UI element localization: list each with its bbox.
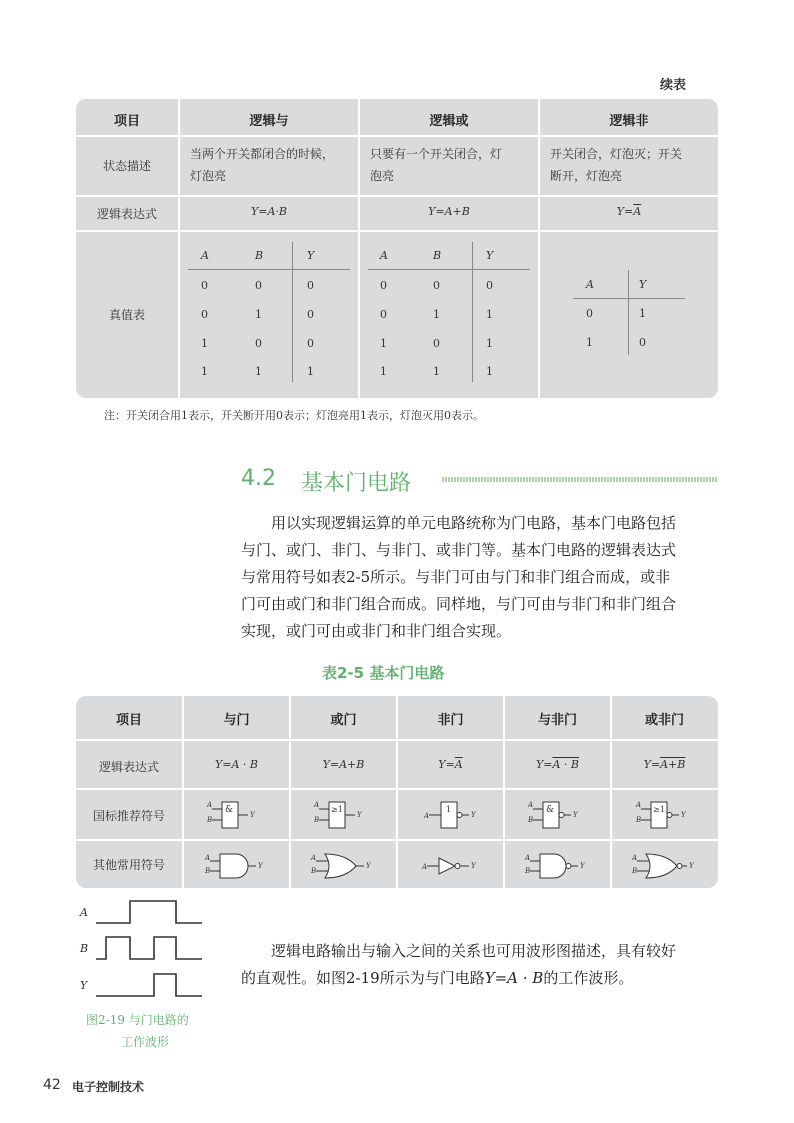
table2-caption: 表2-5 基本门电路 — [322, 664, 445, 682]
svg-text:B: B — [632, 867, 638, 875]
gates-table — [76, 696, 718, 888]
svg-text:B: B — [207, 816, 213, 824]
table2-header-item: 项目 — [115, 713, 142, 728]
section-rule — [442, 477, 718, 482]
expression-or: Y=A+B — [428, 205, 470, 218]
table-note: 注：开关闭合用1表示，开关断开用0表示；灯泡亮用1表示，灯泡灭用0表示。 — [104, 409, 484, 422]
svg-text:A: A — [632, 854, 638, 862]
table1-header-not: 逻辑非 — [609, 114, 649, 129]
signal-label-y: Y — [80, 979, 88, 992]
svg-text:&: & — [546, 805, 555, 815]
svg-text:B: B — [311, 867, 317, 875]
expression-not-gate: $Y=\overline{A}$ — [438, 758, 463, 771]
iec-or-gate-symbol — [311, 798, 381, 832]
expression-nor-gate: Y=A+B — [643, 758, 686, 771]
grid-line — [76, 839, 718, 841]
grid-line — [76, 739, 718, 741]
other-and-gate-symbol — [202, 849, 276, 883]
grid-line — [538, 99, 540, 398]
svg-text:Y: Y — [689, 862, 694, 870]
expression-and: Y=A·B — [250, 205, 287, 218]
paragraph-gates: 用以实现逻辑运算的单元电路统称为门电路，基本门电路包括 与门、或门、非门、与非门、或非门等。基本门电路的逻辑表达式 与常用符号如表2-5所示。与非门可由与门和非门组合而成，或非 门可由或门和非门组合而成。同样地，与门可由与非门和非门组合 实现，或门可由或非门和非门组合实现。 — [241, 514, 677, 640]
grid-line — [358, 99, 360, 398]
svg-text:≥1: ≥1 — [653, 805, 665, 814]
svg-text:Y: Y — [681, 811, 686, 819]
table2-header-and: 与门 — [223, 713, 250, 728]
grid-line — [76, 135, 718, 137]
expression-or-gate: Y=A+B — [322, 758, 365, 771]
and-gate-waveform — [78, 896, 208, 1002]
table1-header-item: 项目 — [113, 114, 140, 129]
expression-nand-gate: Y=A · B — [535, 758, 579, 771]
svg-text:B: B — [314, 816, 320, 824]
svg-text:Y: Y — [471, 862, 476, 870]
row-label-other-symbol: 其他常用符号 — [92, 858, 165, 872]
svg-text:&: & — [225, 805, 234, 815]
table2-header-not: 非门 — [437, 713, 464, 728]
grid-line — [76, 195, 718, 197]
svg-text:Y: Y — [580, 862, 585, 870]
row-label-iec-symbol: 国标推荐符号 — [92, 809, 165, 823]
iec-not-gate-symbol — [421, 798, 491, 832]
row-label-truth-table: 真值表 — [108, 308, 145, 322]
svg-text:B: B — [205, 867, 211, 875]
svg-text:B: B — [636, 816, 642, 824]
row-label-state: 状态描述 — [102, 159, 151, 173]
svg-text:A: A — [424, 812, 430, 820]
table2-header-or: 或门 — [330, 713, 357, 728]
svg-text:Y: Y — [357, 811, 362, 819]
grid-line — [178, 99, 180, 398]
state-desc-not: 开关闭合，灯泡灭；开关 断开，灯泡亮 — [550, 147, 683, 183]
grid-line — [76, 788, 718, 790]
expression-not: $Y=\overline{A}$ — [616, 205, 642, 218]
svg-text:Y: Y — [250, 811, 255, 819]
svg-text:Y: Y — [471, 811, 476, 819]
waveform-b — [96, 937, 202, 959]
svg-text:Y: Y — [366, 862, 371, 870]
svg-text:B: B — [528, 816, 534, 824]
svg-text:A: A — [314, 801, 320, 809]
logic-table: 项目 逻辑与 逻辑或 逻辑非 状态描述 逻辑表达式 真值表 当两个开关都闭合的时候， 灯泡亮 只要有一个开关闭合，灯 泡亮 开关闭合，灯泡灭；开关 断开，灯泡亮 Y=A·B Y=A+B $Y=\overline{A}$ A B Y 0 0 0 0 1 0 1 0 0 1 1 1 A B Y 0 0 0 0 1 1 1 0 1 1 1 1 A Y 0 1 1 0 — [76, 99, 718, 398]
section-title: 基本门电路 — [301, 471, 412, 496]
svg-text:A: A — [205, 854, 211, 862]
iec-and-gate-symbol — [204, 798, 274, 832]
svg-text:A: A — [636, 801, 642, 809]
table2-header-nand: 与非门 — [537, 713, 577, 728]
book-title: 电子控制技术 — [72, 1080, 145, 1094]
svg-text:B: B — [525, 867, 531, 875]
table2-header-nor: 或非门 — [644, 713, 684, 728]
page-number: 42 — [43, 1077, 61, 1093]
signal-label-b: B — [80, 942, 89, 955]
expression-and-gate: Y=A · B — [215, 758, 258, 771]
svg-text:Y: Y — [573, 811, 578, 819]
grid-line — [76, 230, 718, 232]
other-not-gate-symbol — [419, 849, 493, 883]
table1-header-or: 逻辑或 — [429, 114, 469, 129]
signal-label-a: A — [80, 906, 88, 919]
other-or-gate-symbol — [308, 849, 382, 883]
continued-label: 续表 — [660, 78, 687, 93]
section-number: 4.2 — [241, 466, 276, 491]
svg-text:≥1: ≥1 — [331, 805, 343, 814]
row-label-expression: 逻辑表达式 — [96, 207, 157, 221]
iec-nand-gate-symbol — [525, 798, 595, 832]
state-desc-and: 当两个开关都闭合的时候， 灯泡亮 — [190, 147, 335, 183]
other-nand-gate-symbol — [522, 849, 596, 883]
svg-text:A: A — [311, 854, 317, 862]
svg-text:A: A — [422, 863, 428, 871]
svg-text:A: A — [528, 801, 534, 809]
other-nor-gate-symbol — [629, 849, 703, 883]
paragraph-waveform: 逻辑电路输出与输入之间的关系也可用波形图描述，具有较好 的直观性。如图2-19所示为与门电路Y=A · B的工作波形。 — [241, 942, 677, 987]
svg-text:A: A — [207, 801, 213, 809]
svg-text:1: 1 — [446, 805, 452, 814]
waveform-y — [96, 974, 202, 996]
svg-text:A: A — [525, 854, 531, 862]
table1-header-and: 逻辑与 — [249, 114, 289, 129]
row-label-expression: 逻辑表达式 — [98, 760, 159, 774]
figure-caption-line1: 图2-19 与门电路的 — [86, 1013, 189, 1027]
iec-nor-gate-symbol — [633, 798, 703, 832]
state-desc-or: 只要有一个开关闭合，灯 泡亮 — [370, 147, 503, 183]
svg-text:Y: Y — [258, 862, 263, 870]
figure-caption-line2: 工作波形 — [121, 1035, 170, 1049]
waveform-a — [96, 901, 202, 923]
